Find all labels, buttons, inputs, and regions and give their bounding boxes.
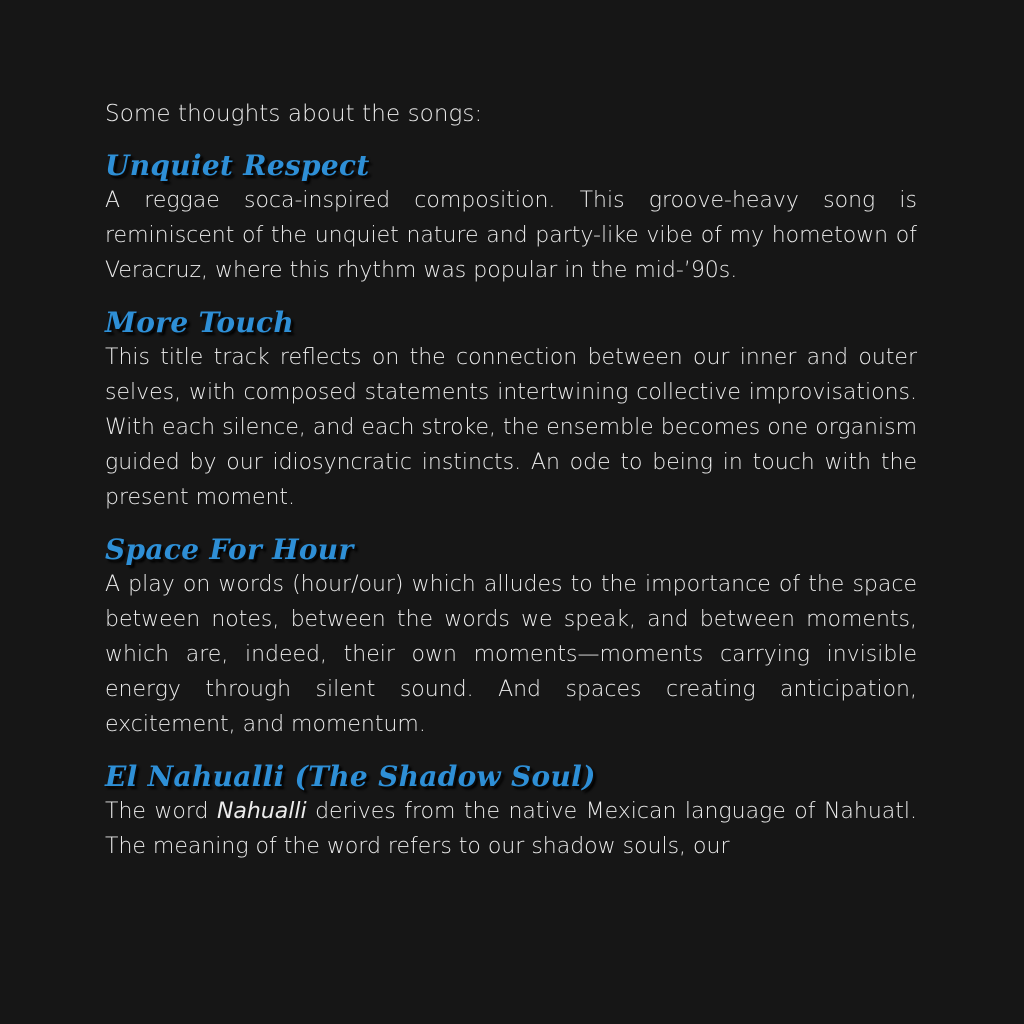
song-description: A play on words (hour/our) which alludes to the importance of the space between notes, between the words we speak, and between moments, which are, indeed, their own moments—moments carrying invisible energy through silent sound. And spaces creating anticipation, excitement, and momentum. <box>105 572 917 737</box>
song-description: A reggae soca-inspired composition. This groove-heavy song is reminiscent of the unquiet nature and party-like vibe of my hometown of Veracruz, where this rhythm was popular in the mid-’90s. <box>105 188 917 283</box>
liner-notes-page <box>105 96 917 882</box>
description-text: The word <box>105 799 217 824</box>
song-title: Unquiet Respect <box>105 149 370 182</box>
song-description <box>105 794 917 864</box>
song-section-el-nahualli <box>105 760 917 864</box>
song-title: More Touch <box>105 306 295 339</box>
song-section-more-touch <box>105 306 917 515</box>
song-title: El Nahualli (The Shadow Soul) <box>105 760 596 793</box>
emphasized-word: Nahualli <box>216 799 307 824</box>
intro-text: Some thoughts about the songs: <box>105 101 483 127</box>
description-text: derives from the native Mexican language of Nahuatl. The meaning of the word refers to our shadow souls, our <box>105 799 917 859</box>
song-section-space-for-hour <box>105 533 917 742</box>
song-description: This title track reflects on the connection between our inner and outer selves, with composed statements intertwining collective improvisations. With each silence, and each stroke, the ensemble becomes one organism guided by our idiosyncratic instincts. An ode to being in touch with the present moment. <box>105 345 917 510</box>
song-section-unquiet-respect <box>105 149 917 288</box>
song-title: Space For Hour <box>105 533 354 566</box>
